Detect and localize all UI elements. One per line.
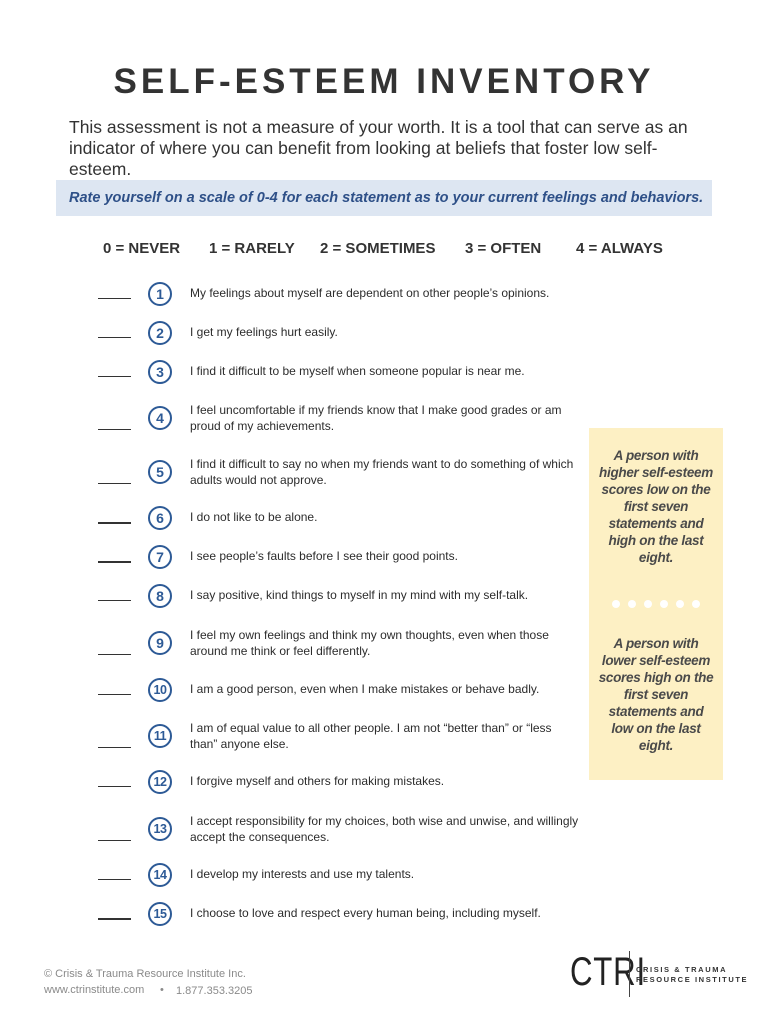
statement-text: I do not like to be alone. [190, 510, 318, 524]
statement-text: I choose to love and respect every human being, including myself. [190, 906, 541, 920]
higher-self-esteem-note: A person with higher self-esteem scores low on the first seven statements and high on the last eight. [599, 448, 713, 565]
ctri-logo-subtitle [636, 965, 748, 985]
statement-number-badge: 8 [148, 584, 172, 608]
divider-dot [644, 600, 652, 608]
divider-dot [660, 600, 668, 608]
rating-blank[interactable] [98, 747, 131, 748]
statement-number-badge: 5 [148, 460, 172, 484]
statement-text: I am of equal value to all other people. I am not “better than” or “less than” anyone else. [190, 721, 552, 751]
scale-always: 4 = ALWAYS [576, 240, 663, 257]
statement-number-badge: 2 [148, 321, 172, 345]
dot-divider [589, 600, 723, 608]
statement-number-badge: 3 [148, 360, 172, 384]
statement-text: I find it difficult to be myself when someone popular is near me. [190, 364, 525, 378]
rating-blank[interactable] [98, 376, 131, 377]
rating-blank[interactable] [98, 694, 131, 695]
intro-text: This assessment is not a measure of your worth. It is a tool that can serve as an indicator of where you can benefit from looking at beliefs that foster low self-esteem. [69, 117, 688, 179]
statement-number-badge: 1 [148, 282, 172, 306]
statement-number-badge: 9 [148, 631, 172, 655]
statement-text: I am a good person, even when I make mistakes or behave badly. [190, 682, 540, 696]
scale-sometimes: 2 = SOMETIMES [320, 240, 436, 257]
footer-copyright: © Crisis & Trauma Resource Institute Inc. [44, 968, 246, 980]
statement-text: I accept responsibility for my choices, both wise and unwise, and willingly accept the consequences. [190, 814, 579, 844]
scale-never: 0 = NEVER [103, 240, 181, 257]
statement-number-badge: 13 [148, 817, 172, 841]
statement-text: I get my feelings hurt easily. [190, 325, 338, 339]
statement-number-badge: 10 [148, 678, 172, 702]
scale-often: 3 = OFTEN [465, 240, 542, 257]
rating-blank[interactable] [98, 522, 131, 524]
statement-text: My feelings about myself are dependent on other people’s opinions. [190, 286, 550, 300]
rating-blank[interactable] [98, 337, 131, 338]
interpretation-note [589, 428, 723, 780]
rating-blank[interactable] [98, 654, 131, 655]
statement-number-badge: 15 [148, 902, 172, 926]
divider-dot [692, 600, 700, 608]
divider-dot [628, 600, 636, 608]
statement-number-badge: 7 [148, 545, 172, 569]
rating-blank[interactable] [98, 879, 131, 880]
footer-separator: • [160, 984, 164, 996]
statement-text: I feel uncomfortable if my friends know that I make good grades or am proud of my achievements. [190, 403, 562, 433]
statement-text: I feel my own feelings and think my own thoughts, even when those around me think or feel differently. [190, 628, 549, 658]
lower-self-esteem-note: A person with lower self-esteem scores high on the first seven statements and low on the last eight. [598, 636, 714, 753]
rating-blank[interactable] [98, 786, 131, 787]
statement-text: I forgive myself and others for making mistakes. [190, 774, 445, 788]
statement-number-badge: 4 [148, 406, 172, 430]
instruction-banner: Rate yourself on a scale of 0-4 for each statement as to your current feelings and behaviors. [56, 180, 712, 216]
divider-dot [676, 600, 684, 608]
statement-number-badge: 14 [148, 863, 172, 887]
logo-divider [629, 951, 630, 997]
rating-blank[interactable] [98, 429, 131, 430]
statement-text: I say positive, kind things to myself in my mind with my self-talk. [190, 588, 529, 602]
rating-blank[interactable] [98, 561, 131, 563]
statement-number-badge: 12 [148, 770, 172, 794]
logo-line-1: CRISIS & TRAUMA [636, 965, 728, 974]
logo-line-2: RESOURCE INSTITUTE [636, 975, 749, 984]
footer-phone: 1.877.353.3205 [176, 985, 253, 997]
rating-blank[interactable] [98, 840, 131, 841]
statement-number-badge: 6 [148, 506, 172, 530]
scale-rarely: 1 = RARELY [209, 240, 295, 257]
statement-text: I see people’s faults before I see their good points. [190, 549, 458, 563]
divider-dot [612, 600, 620, 608]
statement-text: I find it difficult to say no when my friends want to do something of which adults would not approve. [190, 457, 574, 487]
page-title: SELF-ESTEEM INVENTORY [113, 62, 655, 101]
rating-blank[interactable] [98, 298, 131, 299]
statement-number-badge: 11 [148, 724, 172, 748]
rating-blank[interactable] [98, 918, 131, 920]
ctri-logo-mark: CTRI [570, 950, 646, 994]
rating-blank[interactable] [98, 600, 131, 601]
footer-website[interactable]: www.ctrinstitute.com [44, 984, 145, 996]
statement-text: I develop my interests and use my talents. [190, 867, 415, 881]
rating-blank[interactable] [98, 483, 131, 484]
